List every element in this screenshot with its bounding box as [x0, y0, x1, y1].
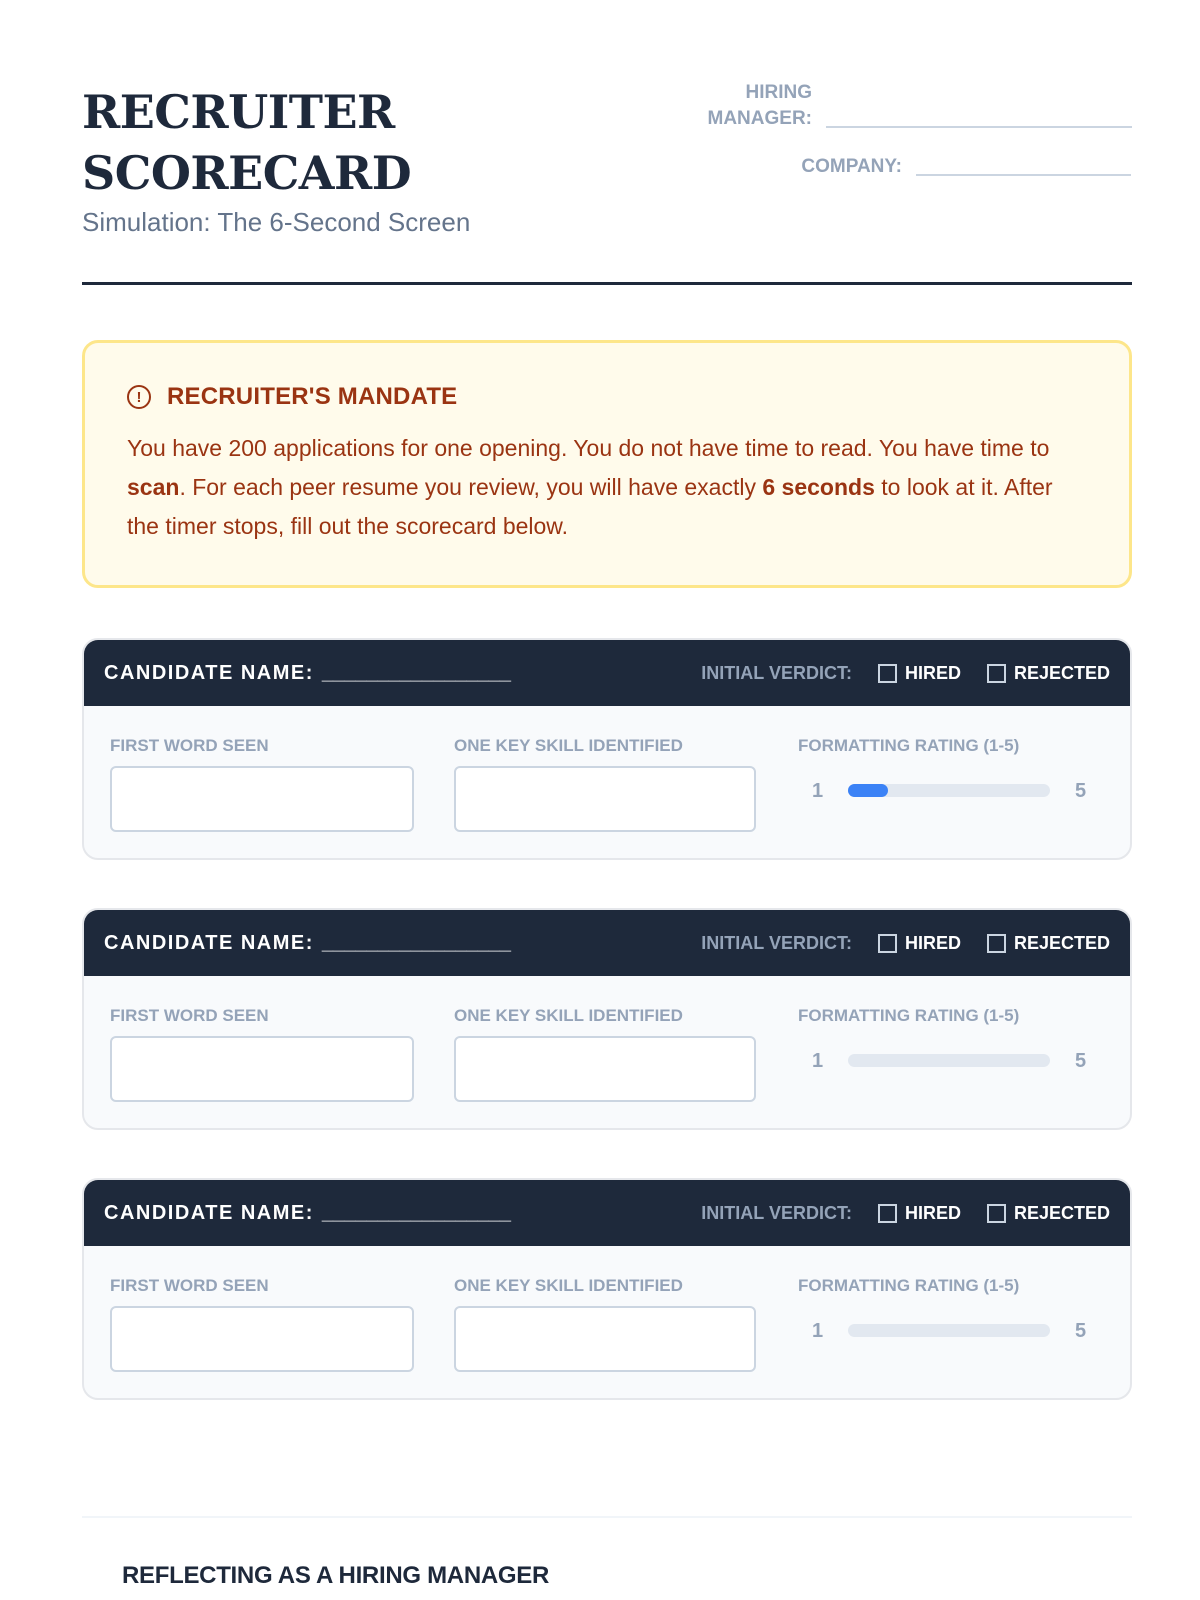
mandate-header: [127, 383, 1087, 411]
candidate-card: [82, 1178, 1132, 1400]
reflection-heading: REFLECTING AS A HIRING MANAGER: [122, 1562, 549, 1589]
company-input-line[interactable]: [916, 174, 1131, 176]
company-label: COMPANY:: [801, 156, 902, 177]
formatting-rating-label: FORMATTING RATING (1-5): [798, 1006, 1020, 1025]
key-skill-label: ONE KEY SKILL IDENTIFIED: [454, 736, 683, 755]
candidate-name-blank[interactable]: _________________: [321, 931, 511, 954]
formatting-rating-slider[interactable]: [798, 1316, 1088, 1346]
page-title: [82, 82, 411, 204]
mandate-title: RECRUITER'S MANDATE: [167, 383, 458, 410]
footer-divider: [82, 1516, 1132, 1518]
company-field: [782, 154, 1131, 180]
rejected-checkbox[interactable]: [987, 933, 1110, 954]
checkbox-icon[interactable]: [987, 934, 1006, 953]
candidate-card: [82, 638, 1132, 860]
candidate-card-header: [84, 1180, 1130, 1246]
header: [82, 0, 1132, 286]
rejected-checkbox[interactable]: [987, 663, 1110, 684]
hiring-manager-label: [700, 80, 812, 132]
mandate-text-3: to look at it. After the timer stops, fill out the scorecard below.: [127, 474, 1053, 539]
checkbox-icon[interactable]: [878, 934, 897, 953]
hiring-manager-input-line[interactable]: [826, 126, 1132, 128]
rating-max: 5: [1075, 780, 1087, 802]
candidate-card: [82, 908, 1132, 1130]
candidate-name-label: CANDIDATE NAME:: [104, 661, 314, 684]
formatting-rating-slider[interactable]: [798, 776, 1088, 806]
first-word-input[interactable]: [110, 766, 414, 832]
rejected-label: REJECTED: [1013, 1202, 1110, 1223]
checkbox-icon[interactable]: [987, 1204, 1006, 1223]
mandate-text-1: You have 200 applications for one opening. You do not have time to read. You have time to: [127, 435, 1050, 461]
key-skill-input[interactable]: [454, 1306, 756, 1372]
formatting-rating-label: FORMATTING RATING (1-5): [798, 736, 1020, 755]
rejected-label: REJECTED: [1013, 662, 1110, 683]
title-line-2: SCORECARD: [82, 146, 412, 200]
formatting-rating-slider[interactable]: [798, 1046, 1088, 1076]
hired-label: HIRED: [904, 662, 961, 683]
candidate-name-blank[interactable]: _________________: [321, 1201, 511, 1224]
rating-min: 1: [812, 1050, 824, 1072]
key-skill-input[interactable]: [454, 766, 756, 832]
mandate-text-2: . For each peer resume you review, you will have exactly: [179, 474, 763, 500]
initial-verdict-label: INITIAL VERDICT:: [701, 662, 852, 683]
formatting-rating-label: FORMATTING RATING (1-5): [798, 1276, 1020, 1295]
first-word-input[interactable]: [110, 1036, 414, 1102]
hiring-manager-label-line1: HIRING: [745, 82, 812, 103]
candidate-card-body: [84, 706, 1130, 858]
key-skill-label: ONE KEY SKILL IDENTIFIED: [454, 1276, 683, 1295]
rating-max: 5: [1075, 1320, 1087, 1342]
hiring-manager-label-line2: MANAGER:: [707, 108, 812, 129]
initial-verdict: [701, 933, 1110, 954]
checkbox-icon[interactable]: [878, 664, 897, 683]
first-word-label: FIRST WORD SEEN: [110, 1006, 269, 1025]
first-word-label: FIRST WORD SEEN: [110, 1276, 269, 1295]
mandate-bold-scan: scan: [127, 474, 180, 500]
checkbox-icon[interactable]: [878, 1204, 897, 1223]
first-word-label: FIRST WORD SEEN: [110, 736, 269, 755]
initial-verdict: [701, 1203, 1110, 1224]
rating-track[interactable]: [848, 1054, 1050, 1067]
initial-verdict-label: INITIAL VERDICT:: [701, 932, 852, 953]
hired-checkbox[interactable]: [878, 663, 961, 684]
hired-checkbox[interactable]: [878, 1203, 961, 1224]
hiring-manager-field: [700, 80, 1132, 132]
candidate-name-blank[interactable]: _________________: [321, 661, 511, 684]
hired-checkbox[interactable]: [878, 933, 961, 954]
scorecard-page: [82, 0, 1132, 1589]
key-skill-input[interactable]: [454, 1036, 756, 1102]
hired-label: HIRED: [904, 932, 961, 953]
candidate-card-body: [84, 976, 1130, 1128]
mandate-callout: [82, 340, 1132, 588]
checkbox-icon[interactable]: [987, 664, 1006, 683]
alert-circle-icon: !: [127, 385, 151, 409]
rejected-label: REJECTED: [1013, 932, 1110, 953]
rating-fill: [848, 784, 888, 797]
rating-min: 1: [812, 780, 824, 802]
mandate-bold-seconds: 6 seconds: [762, 474, 875, 500]
first-word-input[interactable]: [110, 1306, 414, 1372]
candidate-card-header: [84, 910, 1130, 976]
candidate-name-label: CANDIDATE NAME:: [104, 931, 314, 954]
initial-verdict-label: INITIAL VERDICT:: [701, 1202, 852, 1223]
candidate-card-header: [84, 640, 1130, 706]
rating-max: 5: [1075, 1050, 1087, 1072]
title-line-1: RECRUITER: [82, 85, 395, 139]
rating-min: 1: [812, 1320, 824, 1342]
page-subtitle: Simulation: The 6-Second Screen: [82, 207, 471, 237]
hired-label: HIRED: [904, 1202, 961, 1223]
candidate-name-label: CANDIDATE NAME:: [104, 1201, 314, 1224]
header-divider: [82, 282, 1132, 285]
candidate-card-body: [84, 1246, 1130, 1398]
rejected-checkbox[interactable]: [987, 1203, 1110, 1224]
mandate-text: [127, 429, 1087, 546]
key-skill-label: ONE KEY SKILL IDENTIFIED: [454, 1006, 683, 1025]
initial-verdict: [701, 663, 1110, 684]
rating-track[interactable]: [848, 1324, 1050, 1337]
rating-track[interactable]: [848, 784, 1050, 797]
